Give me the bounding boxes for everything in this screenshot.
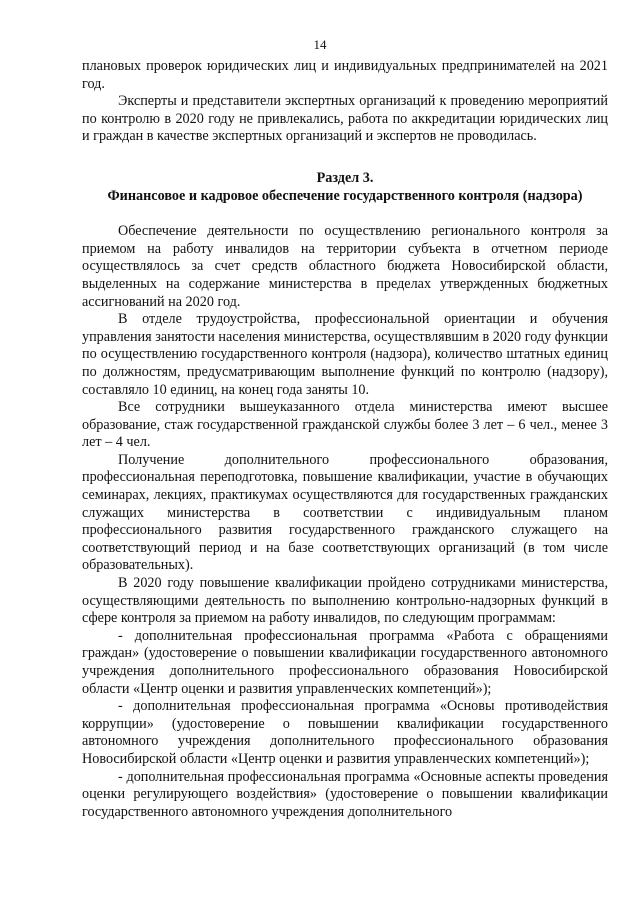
paragraph-continued: плановых проверок юридических лиц и индивидуальных предпринимателей на 2021 год. (82, 58, 608, 92)
paragraph-education: Все сотрудники вышеуказанного отдела министерства имеют высшее образование, стаж государственной гражданской службы более 3 лет – 6 чел., менее 3 лет – 4 чел. (82, 399, 608, 451)
list-item-program: - дополнительная профессиональная программа «Основные аспекты проведения оценки регулирующего воздействия» (удостоверение о повышении квалификации государственного автономного учреждения дополнительного (82, 768, 608, 820)
paragraph-experts: Эксперты и представители экспертных организаций к проведению мероприятий по контролю в 2020 году не привлекались, работа по аккредитации юридических лиц и граждан в качестве экспертных организаций и экспертов не проводилась. (82, 93, 608, 145)
paragraph-qualification: В 2020 году повышение квалификации пройдено сотрудниками министерства, осуществляющими деятельность по выполнению контрольно-надзорных функций в сфере контроля за приемом на работу инвалидов, по следующим программам: (82, 575, 608, 627)
list-item-program: - дополнительная профессиональная программа «Основы противодействия коррупции» (удостоверение о повышении квалификации государственного автономного учреждения дополнительного профессионального образования Новосибирской области «Центр оценки и развития управленческих компетенций»); (82, 698, 608, 767)
section-title: Финансовое и кадровое обеспечение государственного контроля (надзора) (107, 187, 583, 204)
document-body (82, 58, 608, 821)
paragraph-staffing: В отделе трудоустройства, профессиональной ориентации и обучения управления занятости населения министерства, осуществлявшим в 2020 году функции по осуществлению государственного контроля (надзора), количество штатных единиц по должностям, предусматривающим выполнение функций по контролю (надзору), составляло 10 единиц, на конец года заняты 10. (82, 311, 608, 398)
paragraph-training: Получение дополнительного профессионального образования, профессиональная переподготовка, повышение квалификации, участие в обучающих семинарах, лекциях, практикумах осуществляются для государственных гражданских служащих министерства в соответствии с индивидуальным планом профессионального развития государственного гражданского служащего на соответствующий период и на базе соответствующих организаций (в том числе образовательных). (82, 451, 608, 574)
paragraph-funding: Обеспечение деятельности по осуществлению регионального контроля за приемом на работу инвалидов на территории субъекта в отчетном периоде осуществлялось за счет средств областного бюджета Новосибирской области, выделенных на содержание министерства в пределах утвержденных бюджетных ассигнований на 2020 год. (82, 223, 608, 310)
section-number: Раздел 3. (316, 169, 374, 186)
list-item-program: - дополнительная профессиональная программа «Работа с обращениями граждан» (удостоверение о повышении квалификации государственного автономного учреждения дополнительного профессионального образования Новосибирской области «Центр оценки и развития управленческих компетенций»); (82, 627, 608, 697)
page-number: 14 (313, 37, 327, 52)
